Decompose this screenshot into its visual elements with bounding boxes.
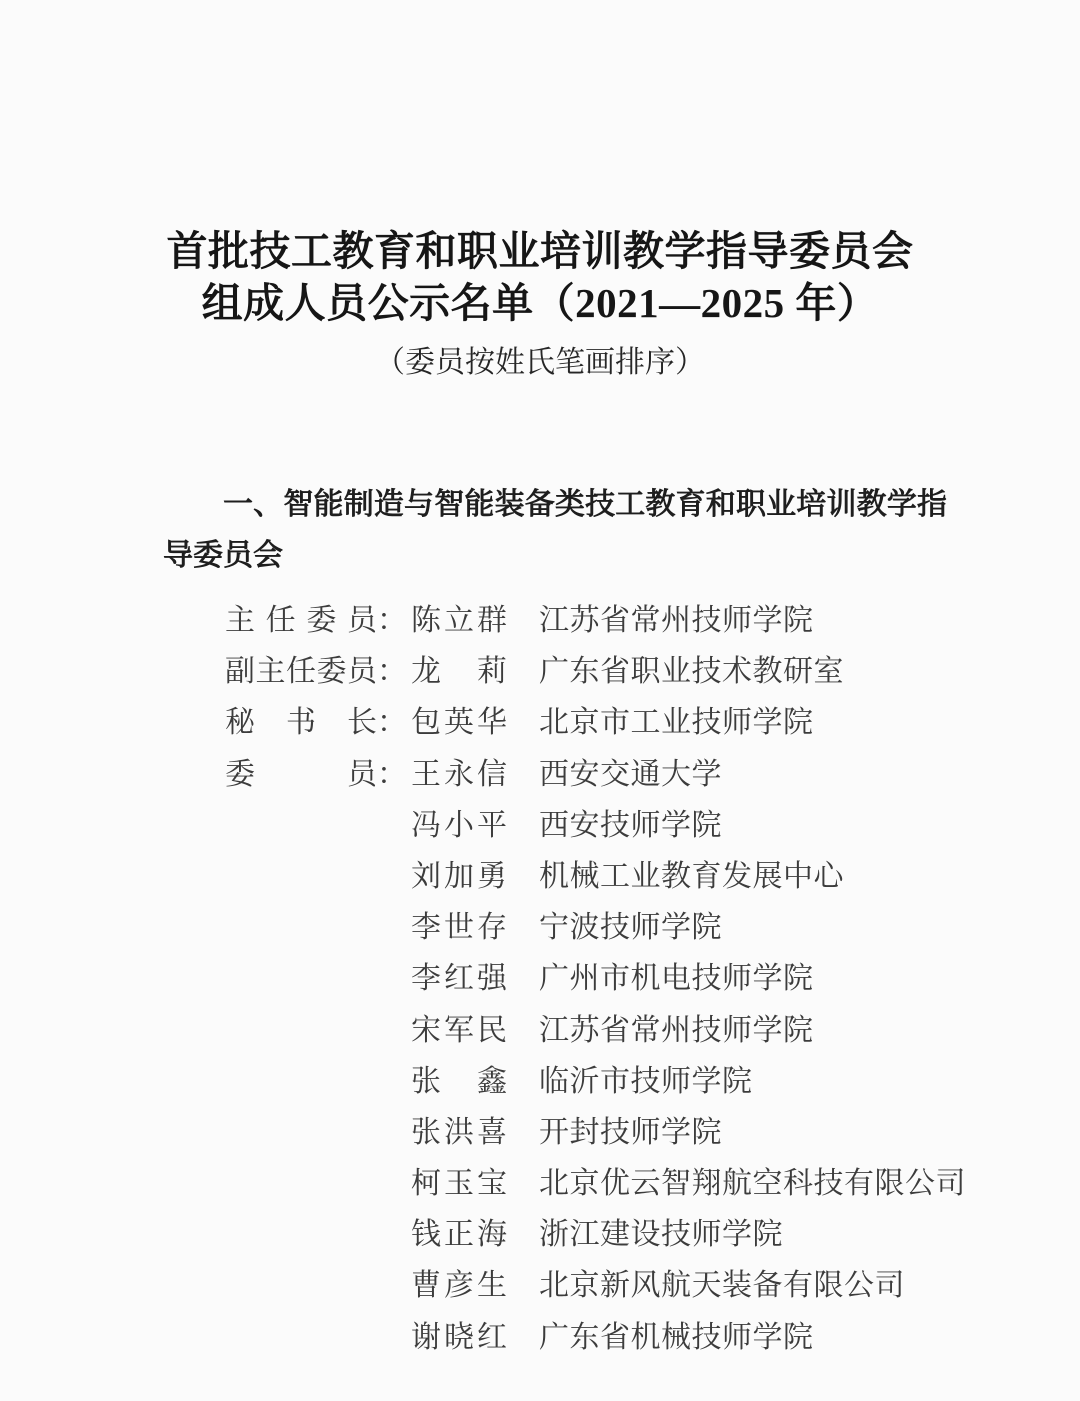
member-role-cell bbox=[225, 1158, 411, 1209]
member-name: 龙莉 bbox=[411, 655, 507, 689]
document-title-line-2: 组成人员公示名单（2021—2025 年） bbox=[201, 280, 879, 326]
member-row bbox=[225, 1107, 1080, 1158]
member-org: 北京新风航天装备有限公司 bbox=[539, 1269, 905, 1303]
member-name: 包英华 bbox=[411, 706, 507, 740]
member-org: 宁波技师学院 bbox=[539, 911, 722, 945]
member-org: 临沂市技师学院 bbox=[539, 1064, 753, 1098]
member-name: 王永信 bbox=[411, 757, 507, 791]
member-row bbox=[225, 1260, 1080, 1311]
member-org: 浙江建设技师学院 bbox=[539, 1218, 783, 1252]
member-row bbox=[225, 646, 1080, 697]
member-role-cell bbox=[225, 1056, 411, 1107]
member-role-cell bbox=[225, 800, 411, 851]
member-role-cell bbox=[225, 595, 411, 646]
member-name: 冯小平 bbox=[411, 808, 507, 842]
member-row bbox=[225, 1209, 1080, 1260]
member-org: 机械工业教育发展中心 bbox=[539, 859, 844, 893]
member-org: 广州市机电技师学院 bbox=[539, 962, 814, 996]
member-role-cell bbox=[225, 851, 411, 902]
member-role: 秘书长 bbox=[225, 706, 377, 740]
member-name: 陈立群 bbox=[411, 604, 507, 637]
member-org: 北京市工业技师学院 bbox=[539, 706, 814, 740]
member-name: 李红强 bbox=[411, 962, 507, 996]
member-role-cell bbox=[225, 902, 411, 953]
document-subtitle: （委员按姓氏笔画排序） bbox=[375, 346, 705, 379]
member-row bbox=[225, 697, 1080, 748]
member-role: 主任委员 bbox=[225, 604, 377, 637]
member-role-cell bbox=[225, 646, 411, 697]
member-name: 李世存 bbox=[411, 911, 507, 945]
member-row bbox=[225, 800, 1080, 851]
member-name: 宋军民 bbox=[411, 1013, 507, 1047]
member-row bbox=[225, 953, 1080, 1004]
role-colon: ： bbox=[377, 604, 407, 637]
document-title-line-1: 首批技工教育和职业培训教学指导委员会 bbox=[166, 228, 914, 274]
member-row bbox=[225, 595, 1080, 646]
member-role-cell bbox=[225, 953, 411, 1004]
member-role: 副主任委员 bbox=[225, 655, 377, 689]
member-org: 江苏省常州技师学院 bbox=[539, 604, 814, 637]
member-name: 刘加勇 bbox=[411, 859, 507, 893]
member-row bbox=[225, 1158, 1080, 1209]
member-name: 张洪喜 bbox=[411, 1115, 507, 1149]
member-role-cell bbox=[225, 1005, 411, 1056]
member-org: 西安交通大学 bbox=[539, 757, 722, 791]
role-colon: ： bbox=[377, 655, 407, 689]
member-row bbox=[225, 1312, 1080, 1363]
role-colon: ： bbox=[377, 706, 407, 740]
member-role-cell bbox=[225, 1209, 411, 1260]
member-role-cell bbox=[225, 1312, 411, 1363]
member-role: 委员 bbox=[225, 757, 377, 791]
member-role-cell bbox=[225, 1107, 411, 1158]
member-row bbox=[225, 1056, 1080, 1107]
member-role-cell bbox=[225, 697, 411, 748]
member-org: 广东省机械技师学院 bbox=[539, 1320, 814, 1354]
role-colon: ： bbox=[377, 757, 407, 791]
member-org: 北京优云智翔航空科技有限公司 bbox=[539, 1167, 966, 1201]
member-name: 钱正海 bbox=[411, 1218, 507, 1252]
member-row bbox=[225, 851, 1080, 902]
member-name: 谢晓红 bbox=[411, 1320, 507, 1354]
member-name: 柯玉宝 bbox=[411, 1167, 507, 1201]
member-role-cell bbox=[225, 749, 411, 800]
member-row bbox=[225, 1005, 1080, 1056]
member-name: 张鑫 bbox=[411, 1064, 507, 1098]
section-heading: 一、智能制造与智能装备类技工教育和职业培训教学指导委员会 bbox=[163, 488, 947, 572]
member-org: 西安技师学院 bbox=[539, 808, 722, 842]
member-row bbox=[225, 749, 1080, 800]
member-row bbox=[225, 902, 1080, 953]
member-org: 开封技师学院 bbox=[539, 1115, 722, 1149]
member-org: 广东省职业技术教研室 bbox=[539, 655, 844, 689]
member-role-cell bbox=[225, 1260, 411, 1311]
member-name: 曹彦生 bbox=[411, 1269, 507, 1303]
member-org: 江苏省常州技师学院 bbox=[539, 1013, 814, 1047]
member-list bbox=[0, 595, 1080, 1363]
